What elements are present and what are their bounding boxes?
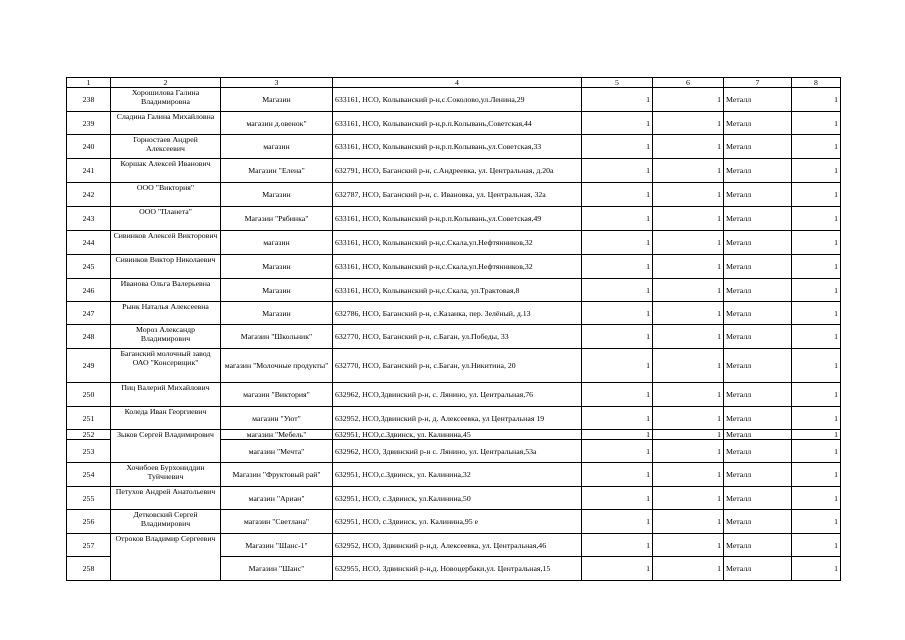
table-row (67, 207, 841, 231)
cell-number: 245 (67, 255, 111, 279)
cell-number: 239 (67, 112, 111, 135)
cell-number: 250 (67, 383, 111, 407)
table-row (67, 487, 841, 510)
cell-material: Металл (724, 440, 792, 463)
column-header: 2 (111, 78, 221, 88)
cell-place: магазин "Ариан" (221, 487, 333, 510)
cell-address: 632962, НСО,Здвинский р-н, с. Лянино, ул. Центральная,76 (333, 383, 582, 407)
cell-address: 632952, НСО,Здвинский р-н, д. Алексеевка, ул Центральная 19 (333, 407, 582, 430)
cell-material: Металл (724, 112, 792, 135)
cell-col5: 1 (582, 557, 653, 581)
cell-place: Магазин "Фруктовый рай" (221, 463, 333, 487)
cell-col6: 1 (653, 255, 724, 279)
cell-col5: 1 (582, 302, 653, 325)
cell-number: 251 (67, 407, 111, 430)
cell-place: Магазин (221, 183, 333, 207)
cell-place: Магазин (221, 88, 333, 112)
cell-col6: 1 (653, 159, 724, 183)
cell-col5: 1 (582, 487, 653, 510)
cell-material: Металл (724, 349, 792, 383)
cell-material: Металл (724, 302, 792, 325)
table-row (67, 534, 841, 557)
cell-address: 632770, НСО, Баганский р-н, с.Баган, ул.Никитина, 20 (333, 349, 582, 383)
cell-col6: 1 (653, 349, 724, 383)
cell-col6: 1 (653, 407, 724, 430)
cell-material: Металл (724, 557, 792, 581)
cell-col5: 1 (582, 88, 653, 112)
cell-col8: 1 (792, 463, 841, 487)
table-row (67, 407, 841, 430)
cell-material: Металл (724, 183, 792, 207)
cell-col8: 1 (792, 135, 841, 159)
cell-place: Магазин (221, 255, 333, 279)
cell-number: 238 (67, 88, 111, 112)
cell-place: магазин "Уют" (221, 407, 333, 430)
cell-number: 248 (67, 325, 111, 349)
cell-number: 247 (67, 302, 111, 325)
cell-col5: 1 (582, 383, 653, 407)
cell-place: Магазин "Школьник" (221, 325, 333, 349)
cell-col8: 1 (792, 534, 841, 557)
cell-owner: Петухов Андрей Анатольевич (111, 487, 221, 510)
cell-col6: 1 (653, 487, 724, 510)
cell-address: 632955, НСО, Здвинский р-н,д. Новоцербаки,ул. Центральная,15 (333, 557, 582, 581)
cell-owner: Детковский Сергей Владимирович (111, 510, 221, 534)
cell-col5: 1 (582, 430, 653, 440)
cell-number: 258 (67, 557, 111, 581)
cell-col8: 1 (792, 88, 841, 112)
cell-number: 249 (67, 349, 111, 383)
table-row (67, 183, 841, 207)
cell-place: магазин (221, 135, 333, 159)
cell-col6: 1 (653, 534, 724, 557)
cell-owner: Иванова Ольга Валерьевна (111, 279, 221, 302)
cell-number: 253 (67, 440, 111, 463)
cell-owner: Хочибоев Бурхониддин Туйчиевич (111, 463, 221, 487)
cell-address: 632770, НСО, Баганский р-н, с.Баган, ул.Победы, 33 (333, 325, 582, 349)
cell-material: Металл (724, 510, 792, 534)
cell-owner: Рынк Наталья Алексеевна (111, 302, 221, 325)
cell-owner: Коледа Иван Георгиевич (111, 407, 221, 430)
cell-material: Металл (724, 255, 792, 279)
cell-col8: 1 (792, 279, 841, 302)
cell-col5: 1 (582, 183, 653, 207)
cell-col8: 1 (792, 183, 841, 207)
cell-col8: 1 (792, 231, 841, 255)
cell-col6: 1 (653, 383, 724, 407)
cell-address: 632952, НСО, Здвинский р-н,д. Алексеевка, ул. Центральная,46 (333, 534, 582, 557)
cell-col8: 1 (792, 159, 841, 183)
cell-col5: 1 (582, 255, 653, 279)
cell-owner: Хорошилова Галина Владимировна (111, 88, 221, 112)
cell-owner: Зыков Сергей Владимирович (111, 430, 221, 463)
table-row (67, 135, 841, 159)
cell-number: 243 (67, 207, 111, 231)
column-header: 3 (221, 78, 333, 88)
cell-col8: 1 (792, 383, 841, 407)
table-row (67, 279, 841, 302)
column-header: 4 (333, 78, 582, 88)
cell-address: 633161, НСО, Колыванский р-н,р.п.Колывань,ул.Советская,49 (333, 207, 582, 231)
cell-col6: 1 (653, 183, 724, 207)
cell-number: 255 (67, 487, 111, 510)
column-header: 6 (653, 78, 724, 88)
cell-place: магазин "Молочные продукты" (221, 349, 333, 383)
cell-col8: 1 (792, 430, 841, 440)
cell-number: 254 (67, 463, 111, 487)
cell-col8: 1 (792, 302, 841, 325)
cell-material: Металл (724, 279, 792, 302)
cell-owner: Сладина Галина Михайловна (111, 112, 221, 135)
cell-material: Металл (724, 135, 792, 159)
cell-number: 252 (67, 430, 111, 440)
cell-col5: 1 (582, 534, 653, 557)
column-header: 7 (724, 78, 792, 88)
table-row (67, 112, 841, 135)
table-row (67, 510, 841, 534)
cell-owner: Пиц Валерий Михайлович (111, 383, 221, 407)
cell-col8: 1 (792, 510, 841, 534)
cell-col5: 1 (582, 159, 653, 183)
cell-col6: 1 (653, 279, 724, 302)
cell-address: 633161, НСО, Колыванский р-н,с.Скала, ул.Трактовая,8 (333, 279, 582, 302)
table-row (67, 463, 841, 487)
cell-col5: 1 (582, 112, 653, 135)
table-row (67, 231, 841, 255)
cell-col8: 1 (792, 487, 841, 510)
column-number-row (67, 78, 841, 88)
cell-place: магазин "Мебель" (221, 430, 333, 440)
cell-owner: Баганский молочный завод ОАО "Консервщик" (111, 349, 221, 383)
cell-address: 632786, НСО, Баганский р-н, с.Казанка, пер. Зелёный, д.13 (333, 302, 582, 325)
cell-address: 632787, НСО, Баганский р-н, с. Ивановка, ул. Центральная, 32а (333, 183, 582, 207)
cell-owner: Сивинков Виктор Николаевич (111, 255, 221, 279)
cell-number: 256 (67, 510, 111, 534)
cell-place: магазин "Виктория" (221, 383, 333, 407)
cell-address: 632791, НСО, Баганский р-н, с.Андреевка, ул. Центральная, д.20а (333, 159, 582, 183)
cell-material: Металл (724, 159, 792, 183)
cell-col5: 1 (582, 463, 653, 487)
cell-col8: 1 (792, 557, 841, 581)
cell-col5: 1 (582, 325, 653, 349)
cell-col8: 1 (792, 407, 841, 430)
registry-table (66, 77, 841, 581)
table-row (67, 349, 841, 383)
cell-col6: 1 (653, 510, 724, 534)
cell-col5: 1 (582, 279, 653, 302)
cell-owner: Горностаев Андрей Алексеевич (111, 135, 221, 159)
cell-material: Металл (724, 207, 792, 231)
table-row (67, 159, 841, 183)
cell-material: Металл (724, 231, 792, 255)
cell-material: Металл (724, 407, 792, 430)
cell-number: 242 (67, 183, 111, 207)
cell-place: Магазин (221, 279, 333, 302)
cell-owner: Коршак Алексей Иванович (111, 159, 221, 183)
cell-col8: 1 (792, 255, 841, 279)
cell-address: 633161, НСО, Колыванский р-н,с.Скала,ул.Нефтянников,32 (333, 231, 582, 255)
cell-place: Магазин "Елена" (221, 159, 333, 183)
cell-place: магазин "Мечта" (221, 440, 333, 463)
cell-col5: 1 (582, 349, 653, 383)
cell-material: Металл (724, 430, 792, 440)
cell-owner: Мороз Александр Владимирович (111, 325, 221, 349)
cell-col5: 1 (582, 440, 653, 463)
cell-place: Магазин (221, 302, 333, 325)
cell-col8: 1 (792, 112, 841, 135)
cell-address: 632951, НСО,с.Здвинск, ул. Калинина,45 (333, 430, 582, 440)
cell-number: 241 (67, 159, 111, 183)
cell-place: магазин д.овенок" (221, 112, 333, 135)
cell-col6: 1 (653, 463, 724, 487)
cell-place: магазин "Светлана" (221, 510, 333, 534)
cell-col6: 1 (653, 207, 724, 231)
cell-number: 244 (67, 231, 111, 255)
cell-col6: 1 (653, 302, 724, 325)
table-row (67, 302, 841, 325)
cell-address: 632951, НСО, с.Здвинск, ул. Калинина,95 е (333, 510, 582, 534)
table-row (67, 255, 841, 279)
cell-col5: 1 (582, 231, 653, 255)
cell-address: 633161, НСО, Колыванский р-н,с.Соколово,ул.Ленина,29 (333, 88, 582, 112)
cell-owner: ООО "Виктория" (111, 183, 221, 207)
cell-col5: 1 (582, 135, 653, 159)
cell-col6: 1 (653, 557, 724, 581)
cell-place: магазин (221, 231, 333, 255)
column-header: 5 (582, 78, 653, 88)
table-row (67, 88, 841, 112)
cell-owner: ООО "Планета" (111, 207, 221, 231)
cell-owner: Сивинков Алексей Викторович (111, 231, 221, 255)
cell-material: Металл (724, 534, 792, 557)
column-header: 8 (792, 78, 841, 88)
column-header: 1 (67, 78, 111, 88)
cell-col6: 1 (653, 231, 724, 255)
table-row (67, 325, 841, 349)
cell-col6: 1 (653, 88, 724, 112)
cell-address: 633161, НСО, Колыванский р-н,р.п.Колывань,ул.Советская,33 (333, 135, 582, 159)
cell-col6: 1 (653, 135, 724, 159)
cell-material: Металл (724, 383, 792, 407)
cell-address: 632962, НСО, Здвинский р-н с. Лянино, ул. Центральная,53а (333, 440, 582, 463)
cell-col5: 1 (582, 510, 653, 534)
cell-col6: 1 (653, 430, 724, 440)
cell-number: 246 (67, 279, 111, 302)
cell-col6: 1 (653, 440, 724, 463)
cell-col5: 1 (582, 207, 653, 231)
cell-col6: 1 (653, 112, 724, 135)
cell-col8: 1 (792, 440, 841, 463)
cell-material: Металл (724, 463, 792, 487)
cell-material: Металл (724, 88, 792, 112)
cell-address: 633161, НСО, Колыванский р-н,с.Скала,ул.Нефтянников,32 (333, 255, 582, 279)
cell-address: 632951, НСО,с.Здвинск, ул. Калинина,32 (333, 463, 582, 487)
cell-place: Магазин "Рябинка" (221, 207, 333, 231)
cell-place: Магазин "Шанс-1" (221, 534, 333, 557)
cell-address: 633161, НСО, Колыванский р-н,р.п.Колывань,Советская,44 (333, 112, 582, 135)
cell-col8: 1 (792, 207, 841, 231)
cell-col8: 1 (792, 349, 841, 383)
cell-col6: 1 (653, 325, 724, 349)
cell-material: Металл (724, 487, 792, 510)
cell-col8: 1 (792, 325, 841, 349)
cell-col5: 1 (582, 407, 653, 430)
cell-number: 257 (67, 534, 111, 557)
cell-owner: Отроков Владимир Сергеевич (111, 534, 221, 581)
table-row (67, 430, 841, 440)
cell-place: Магазин "Шанс" (221, 557, 333, 581)
cell-material: Металл (724, 325, 792, 349)
cell-number: 240 (67, 135, 111, 159)
cell-address: 632951, НСО, с.Здвинск, ул.Калинина,50 (333, 487, 582, 510)
table-row (67, 383, 841, 407)
